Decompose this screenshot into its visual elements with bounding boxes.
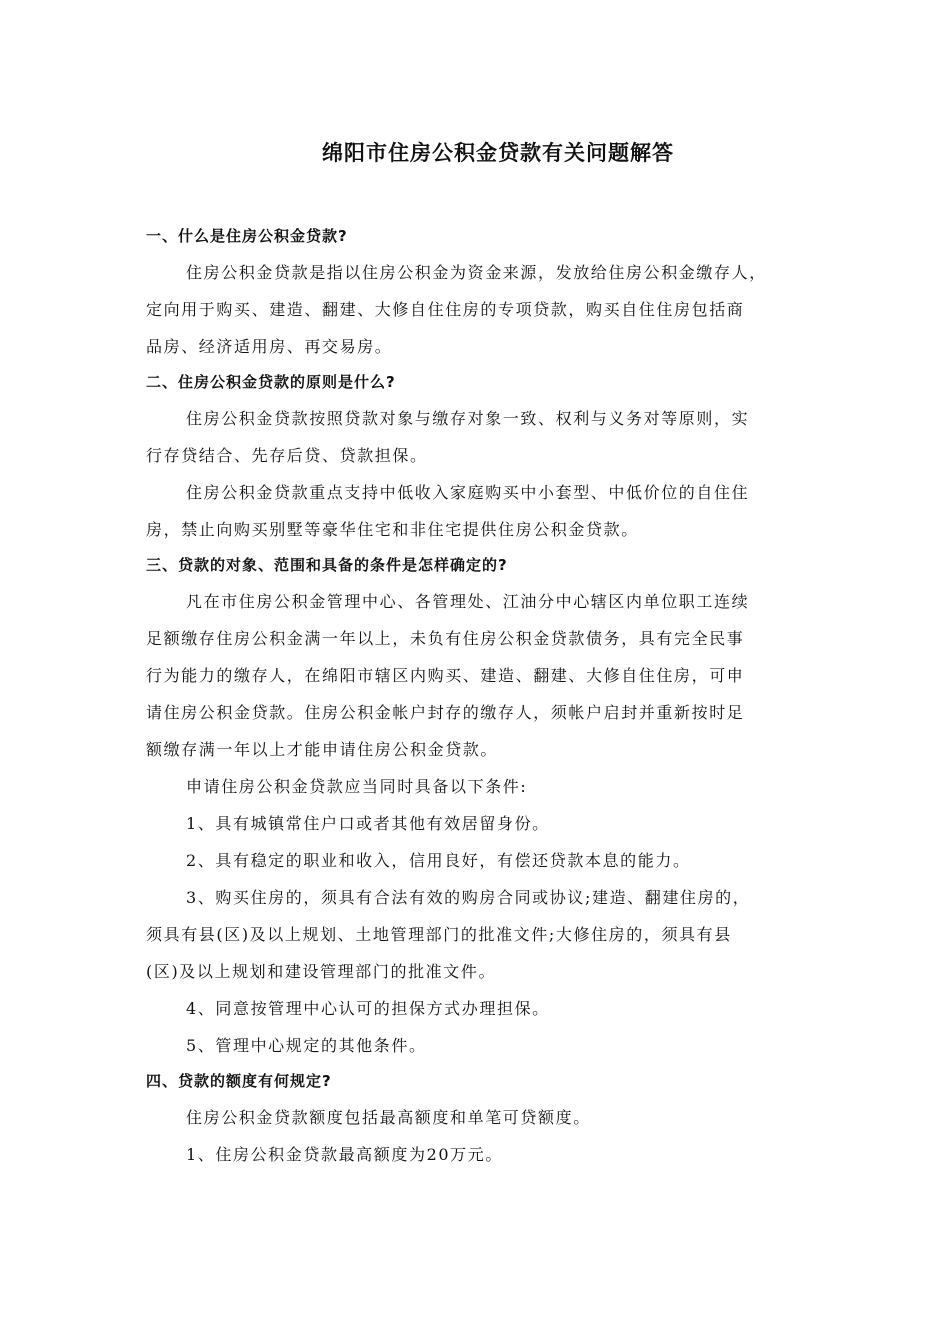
section-heading: 三、贷款的对象、范围和具备的条件是怎样确定的? [146,556,508,574]
paragraph-line: 品房、经济适用房、再交易房。 [146,337,393,356]
paragraph-first-line: 住房公积金贷款按照贷款对象与缴存对象一致、权利与义务对等原则，实 [186,409,750,428]
paragraph-line: 额缴存满一年以上才能申请住房公积金贷款。 [146,740,499,759]
document-title: 绵阳市住房公积金贷款有关问题解答 [322,141,674,165]
paragraph-first-line: 申请住房公积金贷款应当同时具备以下条件: [186,777,528,796]
paragraph-line: 须具有县(区)及以上规划、土地管理部门的批准文件;大修住房的，须具有县 [146,925,732,944]
section-heading: 二、住房公积金贷款的原则是什么? [146,373,396,391]
paragraph-line: 足额缴存住房公积金满一年以上，未负有住房公积金贷款债务，具有完全民事 [146,629,745,648]
paragraph-first-line: 2、具有稳定的职业和收入，信用良好，有偿还贷款本息的能力。 [186,851,691,870]
paragraph-first-line: 住房公积金贷款额度包括最高额度和单笔可贷额度。 [186,1108,591,1127]
paragraph-first-line: 4、同意按管理中心认可的担保方式办理担保。 [186,999,550,1018]
paragraph-line: 定向用于购买、建造、翻建、大修自住住房的专项贷款，购买自住住房包括商 [146,300,745,319]
paragraph-first-line: 3、购买住房的，须具有合法有效的购房合同或协议;建造、翻建住房的， [186,888,751,907]
paragraph-line: 行为能力的缴存人，在绵阳市辖区内购买、建造、翻建、大修自住住房，可申 [146,666,745,685]
paragraph-first-line: 5、管理中心规定的其他条件。 [186,1036,427,1055]
paragraph-line: (区)及以上规划和建设管理部门的批准文件。 [146,962,497,981]
document-body [146,219,826,1173]
section-heading: 一、什么是住房公积金贷款? [146,227,348,245]
paragraph-first-line: 住房公积金贷款是指以住房公积金为资金来源，发放给住房公积金缴存人， [186,263,767,282]
paragraph-first-line: 1、具有城镇常住户口或者其他有效居留身份。 [186,814,550,833]
paragraph-line: 请住房公积金贷款。住房公积金帐户封存的缴存人，须帐户启封并重新按时足 [146,703,745,722]
section-heading: 四、贷款的额度有何规定? [146,1072,332,1090]
paragraph-first-line: 住房公积金贷款重点支持中低收入家庭购买中小套型、中低价位的自住住 [186,483,750,502]
paragraph-first-line: 凡在市住房公积金管理中心、各管理处、江油分中心辖区内单位职工连续 [186,592,750,611]
paragraph-first-line: 1、住房公积金贷款最高额度为20万元。 [186,1145,503,1164]
paragraph-line: 房，禁止向购买别墅等豪华住宅和非住宅提供住房公积金贷款。 [146,520,639,539]
paragraph-line: 行存贷结合、先存后贷、贷款担保。 [146,446,428,465]
